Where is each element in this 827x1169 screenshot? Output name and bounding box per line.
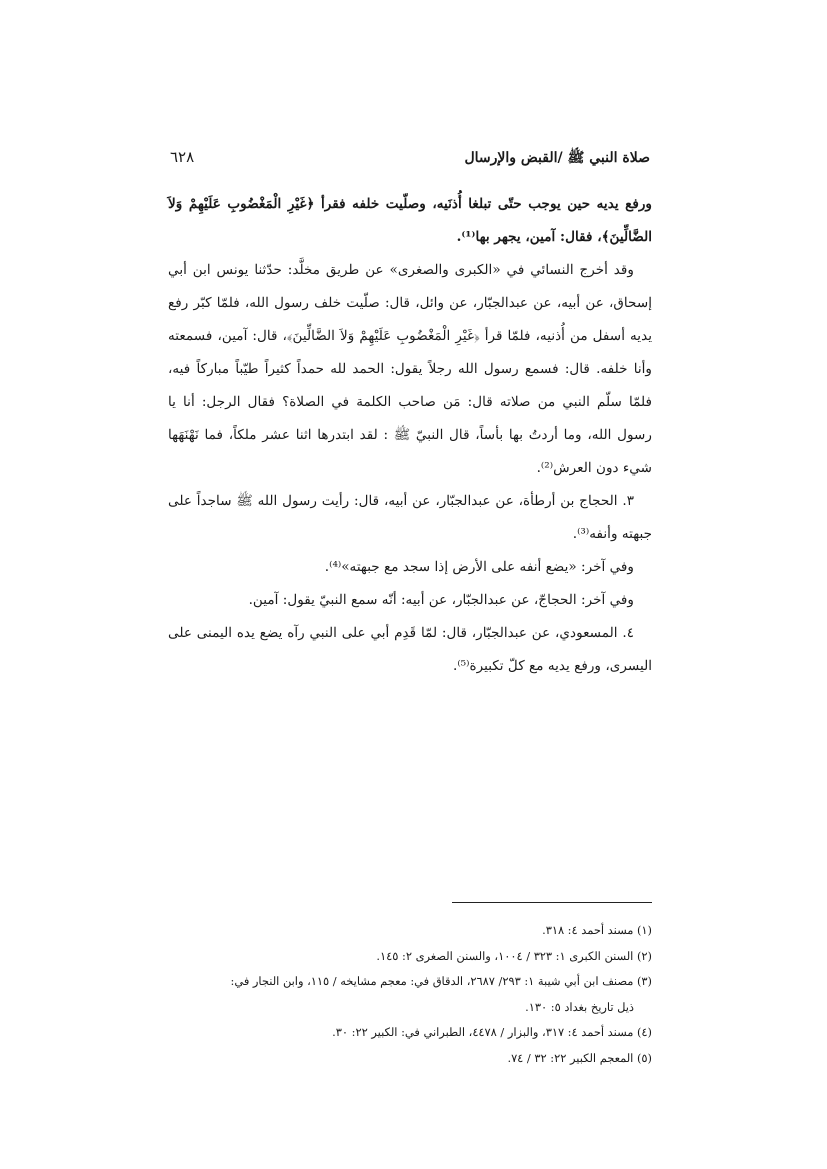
paragraph-5: وفي آخر: الحجاجّ، عن عبدالجبّار، عن أبيه: أنّه سمع النبيّ يقول: آمين. — [248, 592, 634, 608]
footnote-1: (١) مسند أحمد ٤: ٣١٨. — [542, 923, 652, 937]
footnote-5: (٥) المعجم الكبير ٢٢: ٣٢ / ٧٤. — [507, 1050, 652, 1065]
page-header — [170, 148, 650, 169]
page-number: ٦٢٨ — [170, 148, 195, 166]
paragraph-6: ٤. المسعودي، عن عبدالجبّار، قال: لمّا قَدِم أبي على النبي رآه يضع يده اليمنى على اليسرى، ورفع يديه مع كلّ تكبيرة⁽⁵⁾. — [168, 625, 652, 674]
footnote-4: (٤) مسند أحمد ٤: ٣١٧، والبزار / ٤٤٧٨، الطبراني في: الكبير ٢٢: ٣٠. — [332, 1025, 652, 1039]
paragraph-3: ٣. الحجاج بن أرطأة، عن عبدالجبّار، عن أبيه، قال: رأيت رسول الله ﷺ ساجداً على جبهته وأنفه⁽³⁾. — [168, 493, 652, 542]
footnotes-divider — [452, 902, 652, 903]
footnote-3: (٣) مصنف ابن أبي شيبة ١: ٢٩٣/ ٢٦٨٧، الدقاق في: معجم مشايخه / ١١٥، وابن النجار في: — [230, 974, 652, 988]
body-text — [168, 188, 652, 683]
paragraph-1: ورفع يديه حين يوجب حتّى تبلغا أُذنَيه، وصلّيت خلفه فقرأ ﴿غَيْرِ الْمَغْضُوبِ عَلَيْهِمْ وَلاَ الضَّالِّينَ﴾، فقال: آمين، يجهر بها⁽¹⁾. — [168, 196, 652, 245]
paragraph-2: وقد أخرج النسائي في «الكبرى والصغرى» عن طريق مخلَّد: حدّثنا يونس ابن أبي إسحاق، عن أبيه، عن عبدالجبّار، عن وائل، قال: صلّيت خلف رسول الله، فلمّا كبّر رفع يديه أسفل من أُذنيه، فلمّا قرأ ﴿غَيْرِ الْمَغْضُوبِ عَلَيْهِمْ وَلاَ الضَّالِّينَ﴾، قال: آمين، فسمعته وأنا خلفه. قال: فسمع رسول الله رجلاً يقول: الحمد لله حمداً كثيراً طيّباً مباركاً فيه، فلمّا سلّم النبي من صلاته قال: مَن صاحب الكلمة في الصلاة؟ فقال الرجل: أنا يا رسول الله، وما أردتُ بها بأساً، قال النبيّ ﷺ : لقد ابتدرها اثنا عشر ملكاً، فما نَهْنَهَها شيء دون العرش⁽²⁾. — [168, 262, 652, 476]
footnote-3-continuation: ذيل تاريخ بغداد ٥: ١٣٠. — [525, 999, 634, 1014]
running-title: صلاة النبي ﷺ /القبض والإرسال — [464, 150, 650, 166]
paragraph-4: وفي آخر: «يضع أنفه على الأرض إذا سجد مع جبهته»⁽⁴⁾. — [324, 559, 634, 575]
footnote-2: (٢) السنن الكبرى ١: ٣٢٣ / ١٠٠٤، والسنن الصغرى ٢: ١٤٥. — [376, 948, 652, 963]
footnotes — [160, 918, 652, 1071]
